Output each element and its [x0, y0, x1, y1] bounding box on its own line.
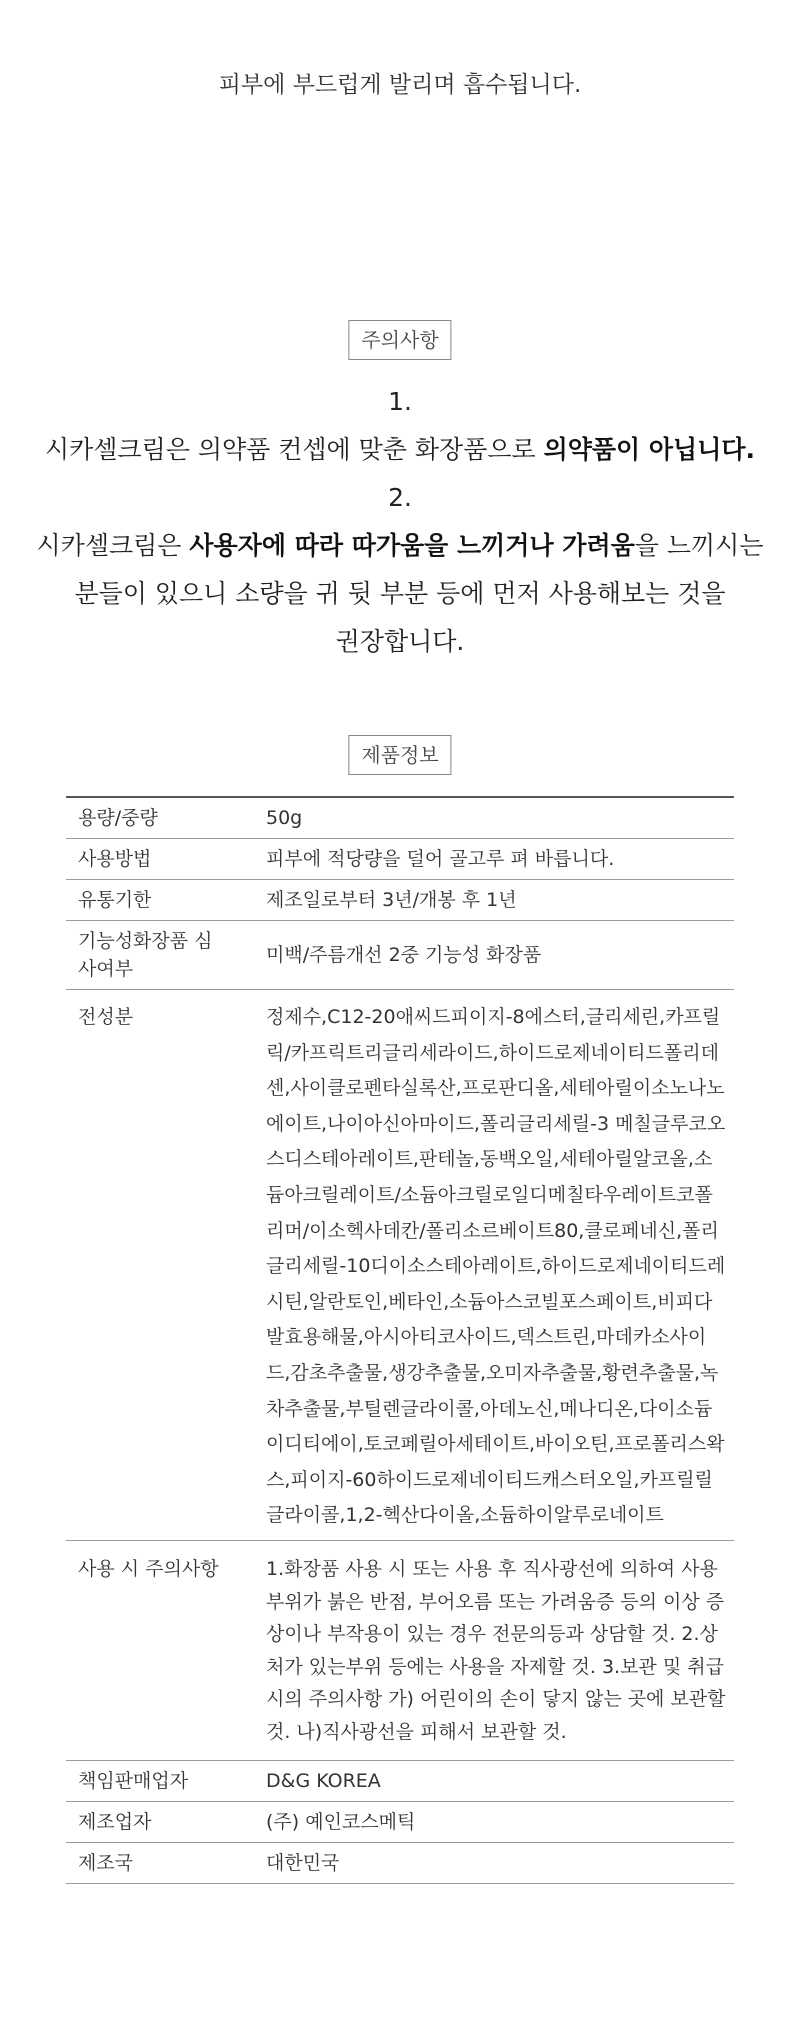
row-value: 1.화장품 사용 시 또는 사용 후 직사광선에 의하여 사용부위가 붉은 반점, 부어오름 또는 가려움증 등의 이상 증상이나 부작용이 있는 경우 전문의등과 상담할 것. 2.상처가 있는부위 등에는 사용을 자제할 것. 3.보관 및 취급 시의 주의사항 가) 어린이의 손이 닿지 않는 곳에 보관할 것. 나)직사광선을 피해서 보관할 것. [266, 1557, 726, 1743]
row-key: 기능성화장품 심사여부 [78, 930, 213, 980]
row-value: 정제수,C12-20애씨드피이지-8에스터,글리세린,카프릴릭/카프릭트리글리세라이드,하이드로제네이티드폴리데센,사이클로펜타실록산,프로판디올,세테아릴이소노나노에이트,나이아신아마이드,폴리글리세릴-3 메칠글루코오스디스테아레이트,판테놀,동백오일,세테아릴알코올,소듐아크릴레이트/소듐아크릴로일디메칠타우레이트코폴리머/이소헥사데칸/폴리소르베이트80,클로페네신,폴리글리세릴-10디이소스테아레이트,하이드로제네이티드레시틴,알란토인,베타인,소듐아스코빌포스페이트,비피다발효용해물,아시아티코사이드,덱스트린,마데카소사이드,감초추출물,생강추출물,오미자추출물,황련추출물,녹차추출물,부틸렌글라이콜,아데노신,메나디온,다이소듐이디티에이,토코페릴아세테이트,바이오틴,프로폴리스왁스,피이지-60하이드로제네이티드캐스터오일,카프릴릴글라이콜,1,2-헥산다이올,소듐하이알루로네이트 [266, 1006, 726, 1527]
intro-text: 피부에 부드럽게 발리며 흡수됩니다. [218, 72, 582, 98]
table-row [66, 990, 734, 1541]
row-value: D&G KOREA [266, 1761, 734, 1802]
caution-item-2-line-2: 분들이 있으니 소량을 귀 뒷 부분 등에 먼저 사용해보는 것을 [74, 579, 726, 608]
table-row [66, 1843, 734, 1884]
row-key: 사용방법 [66, 839, 266, 880]
caution-item-2-number: 2. [388, 483, 412, 512]
product-info-section-tag: 제품정보 [348, 735, 451, 775]
row-value: 미백/주름개선 2중 기능성 화장품 [266, 944, 542, 966]
row-key-cell [66, 990, 266, 1541]
product-info-table [66, 796, 734, 1884]
row-key: 용량/중량 [66, 797, 266, 839]
row-value-cell [266, 921, 734, 990]
table-row [66, 797, 734, 839]
caution-text [20, 378, 780, 666]
row-key: 책임판매업자 [66, 1761, 266, 1802]
caution-item-2-text-c: 을 느끼시는 [634, 531, 764, 560]
row-key: 제조업자 [66, 1802, 266, 1843]
row-key-cell [66, 921, 266, 990]
table-row [66, 1761, 734, 1802]
caution-item-2-line-3: 권장합니다. [335, 627, 465, 656]
caution-item-2-line-1 [20, 522, 780, 570]
row-value: 대한민국 [266, 1843, 734, 1884]
row-value-cell [266, 990, 734, 1541]
caution-section-tag: 주의사항 [348, 320, 451, 360]
caution-item-1-number: 1. [388, 387, 412, 416]
table-row [66, 1540, 734, 1761]
table-row [66, 1802, 734, 1843]
row-key: 유통기한 [66, 880, 266, 921]
table-row [66, 921, 734, 990]
row-key: 전성분 [78, 1006, 134, 1028]
row-value: 50g [266, 797, 734, 839]
row-value: 제조일로부터 3년/개봉 후 1년 [266, 880, 734, 921]
row-value: (주) 예인코스메틱 [266, 1802, 734, 1843]
row-key-cell [66, 1540, 266, 1761]
caution-item-1-text: 시카셀크림은 의약품 컨셉에 맞춘 화장품으로 [45, 435, 544, 464]
caution-item-2-emphasis: 사용자에 따라 따가움을 느끼거나 가려움 [189, 531, 635, 560]
caution-item-1 [20, 426, 780, 474]
row-key: 사용 시 주의사항 [78, 1557, 219, 1580]
row-value-cell [266, 1540, 734, 1761]
caution-item-1-emphasis: 의약품이 아닙니다. [543, 435, 755, 464]
row-value: 피부에 적당량을 덜어 골고루 펴 바릅니다. [266, 839, 734, 880]
table-row [66, 839, 734, 880]
table-row [66, 880, 734, 921]
caution-item-2-text-a: 시카셀크림은 [36, 531, 190, 560]
row-key: 제조국 [66, 1843, 266, 1884]
